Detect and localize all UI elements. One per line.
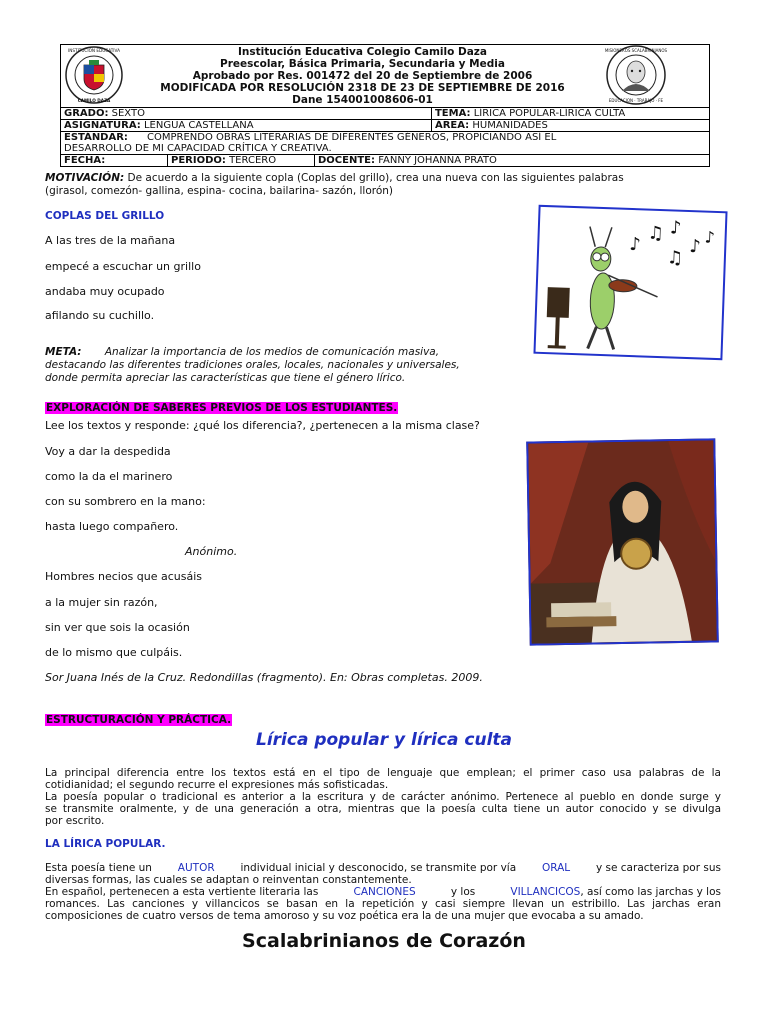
table-row: [61, 108, 710, 120]
table-row: [61, 120, 710, 132]
left-logo-top-text: INSTITUCION EDUCATIVA: [67, 48, 121, 53]
estructuracion-p2-2: se transmite oralmente, y de una generación a otra, mientras que la poesía culta tiene un autor conocido y se divulga: [45, 803, 721, 815]
periodo-cell: [168, 155, 315, 167]
left-logo-bottom-text: CAMILO DAZA: [77, 98, 111, 103]
estandar-cell: [61, 132, 710, 155]
poem2-source: Sor Juana Inés de la Cruz. Redondillas (fragmento). En: Obras completas. 2009.: [45, 671, 483, 684]
meta-text-3: donde permita apreciar las características que tiene el género lírico.: [45, 372, 406, 384]
coplas-line: A las tres de la mañana: [45, 234, 176, 247]
poem2-line: Hombres necios que acusáis: [45, 570, 203, 583]
estructuracion-heading-wrap: [45, 708, 232, 727]
p2-text-a: En español, pertenecen a esta vertiente literaria las: [45, 886, 319, 898]
tema-label: TEMA:: [434, 108, 471, 119]
docente-value: FANNY JOHANNA PRATO: [378, 155, 497, 166]
fecha-label: FECHA:: [64, 155, 106, 166]
poem1-author: Anónimo.: [185, 545, 238, 558]
coplas-title: COPLAS DEL GRILLO: [45, 210, 165, 222]
school-name: Institución Educativa Colegio Camilo Daza: [237, 46, 487, 58]
exploracion-heading-wrap: [45, 396, 398, 415]
svg-text:♪: ♪: [704, 227, 716, 247]
estandar-label: ESTÁNDAR:: [64, 132, 128, 143]
meta-text-2: destacando las diferentes tradiciones orales, locales, nacionales y universales,: [45, 359, 460, 371]
coplas-line: afilando su cuchillo.: [45, 309, 155, 322]
lirica-popular-p2-3: composiciones de cuatro versos de tema amoroso y su voz poética era la de una mujer que evocaba a su amado.: [45, 910, 644, 922]
canciones-keyword: CANCIONES: [353, 886, 416, 898]
motivacion-label: MOTIVACIÓN:: [45, 172, 125, 184]
poem1-line: hasta luego compañero.: [45, 520, 179, 533]
estructuracion-heading: ESTRUCTURACIÓN Y PRÁCTICA.: [46, 714, 232, 726]
meta-line1: [45, 346, 520, 359]
estructuracion-p2-1: La poesía popular o tradicional es anterior a la escritura y de carácter anónimo. Pertenece al pueblo en donde surge y: [45, 791, 721, 803]
poem2-line: sin ver que sois la ocasión: [45, 621, 190, 634]
lirica-popular-heading: LA LÍRICA POPULAR.: [45, 838, 166, 850]
periodo-value: TERCERO: [229, 155, 277, 166]
dane-code: Dane 154001008606-01: [292, 94, 433, 106]
scalabrinianos-logo: [600, 45, 672, 105]
poem1-line: como la da el marinero: [45, 470, 173, 483]
estructuracion-p2-3: por escrito.: [45, 815, 105, 827]
approval-resolution: Aprobado por Res. 001472 del 20 de Septiembre de 2006: [192, 70, 533, 82]
info-table: [60, 107, 710, 167]
motivacion-text-2: (girasol, comezón- gallina, espina- cocina, bailarina- sazón, llorón): [45, 185, 394, 197]
oral-keyword: ORAL: [541, 862, 571, 874]
villancicos-keyword: VILLANCICOS: [510, 886, 581, 898]
motivacion-line1: [45, 172, 721, 185]
exploracion-heading: EXPLORACIÓN DE SABERES PREVIOS DE LOS ESTUDIANTES.: [46, 402, 398, 414]
table-row: [61, 132, 710, 155]
meta-label: META:: [45, 346, 82, 358]
docente-cell: [315, 155, 710, 167]
p2-text-b: y los: [450, 886, 476, 898]
lirica-popular-p1-2: diversas formas, las cuales se adaptan o reinventan constantemente.: [45, 874, 412, 886]
footer-motto: Scalabrinianos de Corazón: [242, 930, 526, 952]
estructuracion-p1-2: cotidianidad; el segundo recurre el expresiones más sofisticadas.: [45, 779, 389, 791]
asignatura-cell: [61, 120, 432, 132]
exploracion-prompt: Lee los textos y responde: ¿qué los diferencia?, ¿pertenecen a la misma clase?: [45, 419, 480, 432]
svg-text:♪: ♪: [669, 217, 682, 239]
svg-text:♪: ♪: [688, 236, 702, 258]
motivacion-text-1: De acuerdo a la siguiente copla (Coplas del grillo), crea una nueva con las siguientes palabras: [127, 172, 624, 184]
grado-value: SEXTO: [111, 108, 145, 119]
area-value: HUMANIDADES: [472, 120, 548, 131]
right-logo-bottom-text: EDUCACION · TRABAJO · FE: [608, 98, 664, 103]
poem2-line: de lo mismo que culpáis.: [45, 646, 183, 659]
tema-cell: [431, 108, 709, 120]
school-levels: Preescolar, Básica Primaria, Secundaria y Media: [220, 58, 505, 70]
estandar-value-2: DESARROLLO DE MI CAPACIDAD CRÍTICA Y CREATIVA.: [64, 143, 332, 154]
coplas-line: empecé a escuchar un grillo: [45, 260, 201, 273]
svg-text:♪: ♪: [628, 233, 642, 256]
meta-text-1: Analizar la importancia de los medios de comunicación masiva,: [104, 346, 440, 358]
section-title: Lírica popular y lírica culta: [256, 730, 512, 750]
coplas-line: andaba muy ocupado: [45, 285, 165, 298]
p2-text-c: , así como las jarchas y los: [580, 886, 721, 898]
autor-keyword: AUTOR: [177, 862, 215, 874]
modified-resolution: MODIFICADA POR RESOLUCIÓN 2318 DE 23 DE SEPTIEMBRE DE 2016: [160, 82, 565, 94]
sor-juana-portrait: [526, 438, 719, 645]
estandar-value-1: COMPRENDO OBRAS LITERARIAS DE DIFERENTES GÉNEROS, PROPICIANDO ASÍ EL: [147, 132, 557, 143]
periodo-label: PERIODO:: [171, 155, 226, 166]
svg-text:♫: ♫: [647, 222, 665, 245]
grado-cell: [61, 108, 432, 120]
area-label: ÁREA:: [434, 120, 470, 131]
tema-value: LÍRICA POPULAR-LÍRICA CULTA: [473, 108, 626, 119]
p1-text-c: y se caracteriza por sus: [595, 862, 721, 874]
asignatura-value: LENGUA CASTELLANA: [143, 120, 254, 131]
poem2-line: a la mujer sin razón,: [45, 596, 158, 609]
fecha-cell: [61, 155, 168, 167]
poem1-line: Voy a dar la despedida: [45, 445, 171, 458]
cricket-violin-image: [533, 205, 727, 361]
grado-label: GRADO:: [64, 108, 109, 119]
area-cell: [431, 120, 709, 132]
right-logo-top-text: MISIONEROS SCALABRINIANOS: [604, 48, 668, 53]
p1-text-a: Esta poesía tiene un: [45, 862, 152, 874]
svg-text:♫: ♫: [666, 247, 684, 269]
p1-text-b: individual inicial y desconocido, se transmite por vía: [240, 862, 517, 874]
school-logo: [62, 45, 126, 105]
asignatura-label: ASIGNATURA:: [64, 120, 141, 131]
docente-label: DOCENTE:: [318, 155, 375, 166]
lirica-popular-p2-2: romances. Las canciones y villancicos se basan en la repetición y casi siempre llevan un estribillo. Las jarchas eran: [45, 898, 721, 910]
poem1-line: con su sombrero en la mano:: [45, 495, 206, 508]
estructuracion-p1-1: La principal diferencia entre los textos está en el tipo de lenguaje que emplean; el primer caso usa palabras de la: [45, 767, 721, 779]
table-row: [61, 155, 710, 167]
